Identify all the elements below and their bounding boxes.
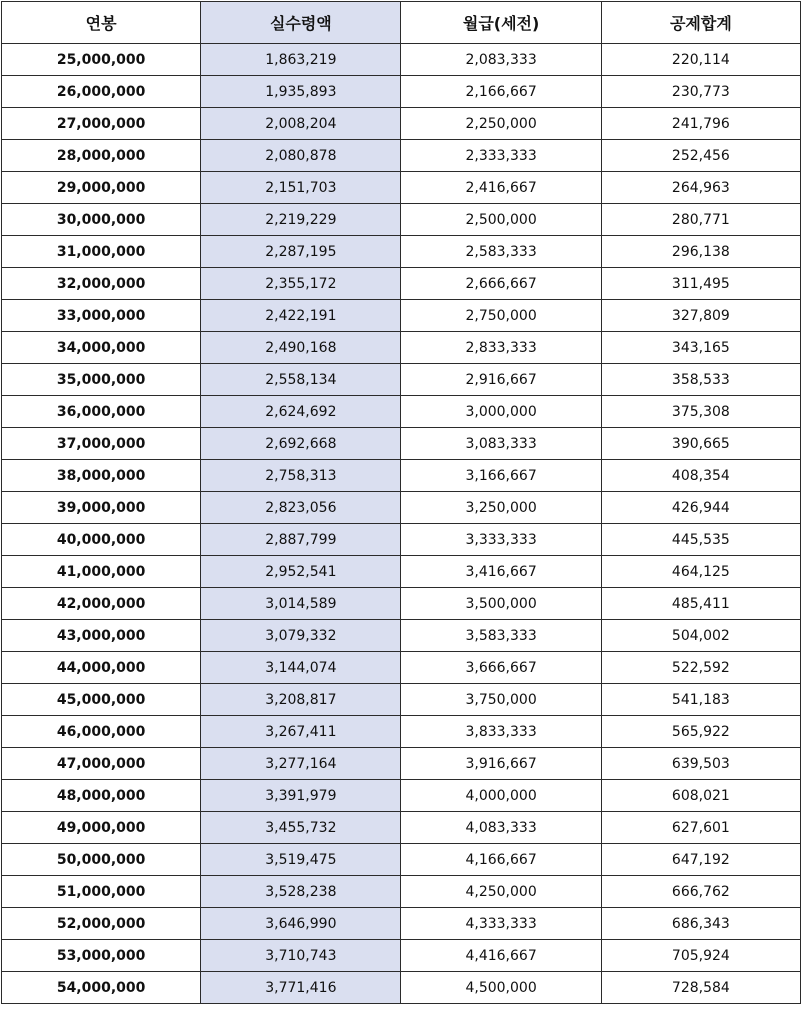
cell-net-pay: 2,219,229 bbox=[201, 204, 401, 236]
cell-monthly-pretax: 3,250,000 bbox=[401, 492, 601, 524]
cell-monthly-pretax: 3,083,333 bbox=[401, 428, 601, 460]
cell-monthly-pretax: 2,750,000 bbox=[401, 300, 601, 332]
cell-net-pay: 2,080,878 bbox=[201, 140, 401, 172]
table-row bbox=[2, 620, 801, 652]
cell-annual-salary: 53,000,000 bbox=[2, 940, 201, 972]
cell-net-pay: 3,646,990 bbox=[201, 908, 401, 940]
cell-annual-salary: 32,000,000 bbox=[2, 268, 201, 300]
cell-monthly-pretax: 2,500,000 bbox=[401, 204, 601, 236]
cell-net-pay: 2,355,172 bbox=[201, 268, 401, 300]
cell-net-pay: 3,455,732 bbox=[201, 812, 401, 844]
cell-net-pay: 2,008,204 bbox=[201, 108, 401, 140]
table-row bbox=[2, 684, 801, 716]
table-row bbox=[2, 972, 801, 1004]
table-row bbox=[2, 940, 801, 972]
cell-total-deduction: 327,809 bbox=[601, 300, 800, 332]
cell-monthly-pretax: 3,916,667 bbox=[401, 748, 601, 780]
cell-total-deduction: 705,924 bbox=[601, 940, 800, 972]
cell-net-pay: 2,692,668 bbox=[201, 428, 401, 460]
table-row bbox=[2, 844, 801, 876]
cell-total-deduction: 666,762 bbox=[601, 876, 800, 908]
cell-monthly-pretax: 4,083,333 bbox=[401, 812, 601, 844]
cell-annual-salary: 52,000,000 bbox=[2, 908, 201, 940]
cell-total-deduction: 647,192 bbox=[601, 844, 800, 876]
table-row bbox=[2, 556, 801, 588]
cell-monthly-pretax: 2,166,667 bbox=[401, 76, 601, 108]
table-row bbox=[2, 300, 801, 332]
cell-annual-salary: 36,000,000 bbox=[2, 396, 201, 428]
cell-net-pay: 2,952,541 bbox=[201, 556, 401, 588]
cell-annual-salary: 26,000,000 bbox=[2, 76, 201, 108]
cell-net-pay: 2,758,313 bbox=[201, 460, 401, 492]
cell-total-deduction: 485,411 bbox=[601, 588, 800, 620]
cell-monthly-pretax: 4,416,667 bbox=[401, 940, 601, 972]
table-row bbox=[2, 460, 801, 492]
cell-total-deduction: 627,601 bbox=[601, 812, 800, 844]
table-header-row bbox=[2, 2, 801, 44]
cell-total-deduction: 390,665 bbox=[601, 428, 800, 460]
cell-net-pay: 3,267,411 bbox=[201, 716, 401, 748]
cell-total-deduction: 608,021 bbox=[601, 780, 800, 812]
cell-monthly-pretax: 4,000,000 bbox=[401, 780, 601, 812]
table-row bbox=[2, 76, 801, 108]
table-row bbox=[2, 652, 801, 684]
cell-monthly-pretax: 2,083,333 bbox=[401, 44, 601, 76]
cell-total-deduction: 686,343 bbox=[601, 908, 800, 940]
cell-annual-salary: 30,000,000 bbox=[2, 204, 201, 236]
cell-annual-salary: 51,000,000 bbox=[2, 876, 201, 908]
cell-total-deduction: 464,125 bbox=[601, 556, 800, 588]
cell-total-deduction: 343,165 bbox=[601, 332, 800, 364]
cell-total-deduction: 264,963 bbox=[601, 172, 800, 204]
cell-net-pay: 2,151,703 bbox=[201, 172, 401, 204]
cell-total-deduction: 445,535 bbox=[601, 524, 800, 556]
cell-total-deduction: 241,796 bbox=[601, 108, 800, 140]
header-monthly-pretax: 월급(세전) bbox=[401, 2, 601, 44]
cell-total-deduction: 311,495 bbox=[601, 268, 800, 300]
cell-net-pay: 2,823,056 bbox=[201, 492, 401, 524]
table-row bbox=[2, 44, 801, 76]
cell-monthly-pretax: 2,333,333 bbox=[401, 140, 601, 172]
cell-annual-salary: 41,000,000 bbox=[2, 556, 201, 588]
table-row bbox=[2, 908, 801, 940]
cell-net-pay: 2,422,191 bbox=[201, 300, 401, 332]
salary-table bbox=[1, 1, 801, 1004]
cell-net-pay: 3,208,817 bbox=[201, 684, 401, 716]
cell-monthly-pretax: 4,250,000 bbox=[401, 876, 601, 908]
table-row bbox=[2, 204, 801, 236]
cell-net-pay: 3,710,743 bbox=[201, 940, 401, 972]
cell-annual-salary: 27,000,000 bbox=[2, 108, 201, 140]
table-row bbox=[2, 172, 801, 204]
cell-monthly-pretax: 3,416,667 bbox=[401, 556, 601, 588]
cell-net-pay: 2,624,692 bbox=[201, 396, 401, 428]
cell-monthly-pretax: 4,333,333 bbox=[401, 908, 601, 940]
cell-total-deduction: 296,138 bbox=[601, 236, 800, 268]
cell-monthly-pretax: 3,333,333 bbox=[401, 524, 601, 556]
cell-monthly-pretax: 3,000,000 bbox=[401, 396, 601, 428]
cell-annual-salary: 31,000,000 bbox=[2, 236, 201, 268]
cell-net-pay: 1,935,893 bbox=[201, 76, 401, 108]
cell-total-deduction: 522,592 bbox=[601, 652, 800, 684]
cell-net-pay: 2,287,195 bbox=[201, 236, 401, 268]
cell-monthly-pretax: 2,416,667 bbox=[401, 172, 601, 204]
cell-monthly-pretax: 3,833,333 bbox=[401, 716, 601, 748]
cell-net-pay: 2,490,168 bbox=[201, 332, 401, 364]
cell-total-deduction: 375,308 bbox=[601, 396, 800, 428]
cell-net-pay: 3,079,332 bbox=[201, 620, 401, 652]
cell-annual-salary: 47,000,000 bbox=[2, 748, 201, 780]
cell-net-pay: 3,277,164 bbox=[201, 748, 401, 780]
table-row bbox=[2, 492, 801, 524]
cell-total-deduction: 252,456 bbox=[601, 140, 800, 172]
cell-annual-salary: 43,000,000 bbox=[2, 620, 201, 652]
cell-annual-salary: 40,000,000 bbox=[2, 524, 201, 556]
cell-total-deduction: 426,944 bbox=[601, 492, 800, 524]
cell-net-pay: 2,558,134 bbox=[201, 364, 401, 396]
cell-annual-salary: 34,000,000 bbox=[2, 332, 201, 364]
table-row bbox=[2, 140, 801, 172]
cell-net-pay: 3,144,074 bbox=[201, 652, 401, 684]
cell-net-pay: 3,528,238 bbox=[201, 876, 401, 908]
cell-total-deduction: 408,354 bbox=[601, 460, 800, 492]
cell-total-deduction: 280,771 bbox=[601, 204, 800, 236]
cell-net-pay: 3,771,416 bbox=[201, 972, 401, 1004]
cell-monthly-pretax: 2,250,000 bbox=[401, 108, 601, 140]
cell-annual-salary: 35,000,000 bbox=[2, 364, 201, 396]
cell-net-pay: 2,887,799 bbox=[201, 524, 401, 556]
cell-total-deduction: 728,584 bbox=[601, 972, 800, 1004]
cell-total-deduction: 639,503 bbox=[601, 748, 800, 780]
table-row bbox=[2, 524, 801, 556]
header-net-pay: 실수령액 bbox=[201, 2, 401, 44]
cell-annual-salary: 48,000,000 bbox=[2, 780, 201, 812]
cell-annual-salary: 54,000,000 bbox=[2, 972, 201, 1004]
table-row bbox=[2, 876, 801, 908]
cell-monthly-pretax: 3,166,667 bbox=[401, 460, 601, 492]
cell-monthly-pretax: 2,833,333 bbox=[401, 332, 601, 364]
cell-annual-salary: 45,000,000 bbox=[2, 684, 201, 716]
table-row bbox=[2, 108, 801, 140]
cell-annual-salary: 49,000,000 bbox=[2, 812, 201, 844]
table-row bbox=[2, 268, 801, 300]
cell-monthly-pretax: 2,666,667 bbox=[401, 268, 601, 300]
cell-net-pay: 1,863,219 bbox=[201, 44, 401, 76]
cell-monthly-pretax: 4,500,000 bbox=[401, 972, 601, 1004]
cell-net-pay: 3,391,979 bbox=[201, 780, 401, 812]
cell-net-pay: 3,014,589 bbox=[201, 588, 401, 620]
cell-monthly-pretax: 3,583,333 bbox=[401, 620, 601, 652]
cell-monthly-pretax: 3,500,000 bbox=[401, 588, 601, 620]
table-row bbox=[2, 332, 801, 364]
cell-annual-salary: 28,000,000 bbox=[2, 140, 201, 172]
cell-annual-salary: 39,000,000 bbox=[2, 492, 201, 524]
cell-annual-salary: 38,000,000 bbox=[2, 460, 201, 492]
header-annual-salary: 연봉 bbox=[2, 2, 201, 44]
cell-annual-salary: 44,000,000 bbox=[2, 652, 201, 684]
table-row bbox=[2, 364, 801, 396]
cell-annual-salary: 46,000,000 bbox=[2, 716, 201, 748]
table-row bbox=[2, 396, 801, 428]
cell-monthly-pretax: 4,166,667 bbox=[401, 844, 601, 876]
table-body bbox=[2, 44, 801, 1004]
table-row bbox=[2, 716, 801, 748]
cell-monthly-pretax: 3,750,000 bbox=[401, 684, 601, 716]
cell-annual-salary: 42,000,000 bbox=[2, 588, 201, 620]
cell-net-pay: 3,519,475 bbox=[201, 844, 401, 876]
cell-annual-salary: 25,000,000 bbox=[2, 44, 201, 76]
cell-total-deduction: 358,533 bbox=[601, 364, 800, 396]
cell-annual-salary: 29,000,000 bbox=[2, 172, 201, 204]
table-row bbox=[2, 588, 801, 620]
cell-annual-salary: 33,000,000 bbox=[2, 300, 201, 332]
cell-monthly-pretax: 3,666,667 bbox=[401, 652, 601, 684]
cell-total-deduction: 230,773 bbox=[601, 76, 800, 108]
table-row bbox=[2, 812, 801, 844]
header-total-deduction: 공제합계 bbox=[601, 2, 800, 44]
cell-total-deduction: 504,002 bbox=[601, 620, 800, 652]
table-row bbox=[2, 236, 801, 268]
table-row bbox=[2, 748, 801, 780]
table-row bbox=[2, 780, 801, 812]
cell-total-deduction: 220,114 bbox=[601, 44, 800, 76]
table-row bbox=[2, 428, 801, 460]
cell-monthly-pretax: 2,916,667 bbox=[401, 364, 601, 396]
cell-annual-salary: 50,000,000 bbox=[2, 844, 201, 876]
cell-annual-salary: 37,000,000 bbox=[2, 428, 201, 460]
cell-monthly-pretax: 2,583,333 bbox=[401, 236, 601, 268]
cell-total-deduction: 565,922 bbox=[601, 716, 800, 748]
cell-total-deduction: 541,183 bbox=[601, 684, 800, 716]
